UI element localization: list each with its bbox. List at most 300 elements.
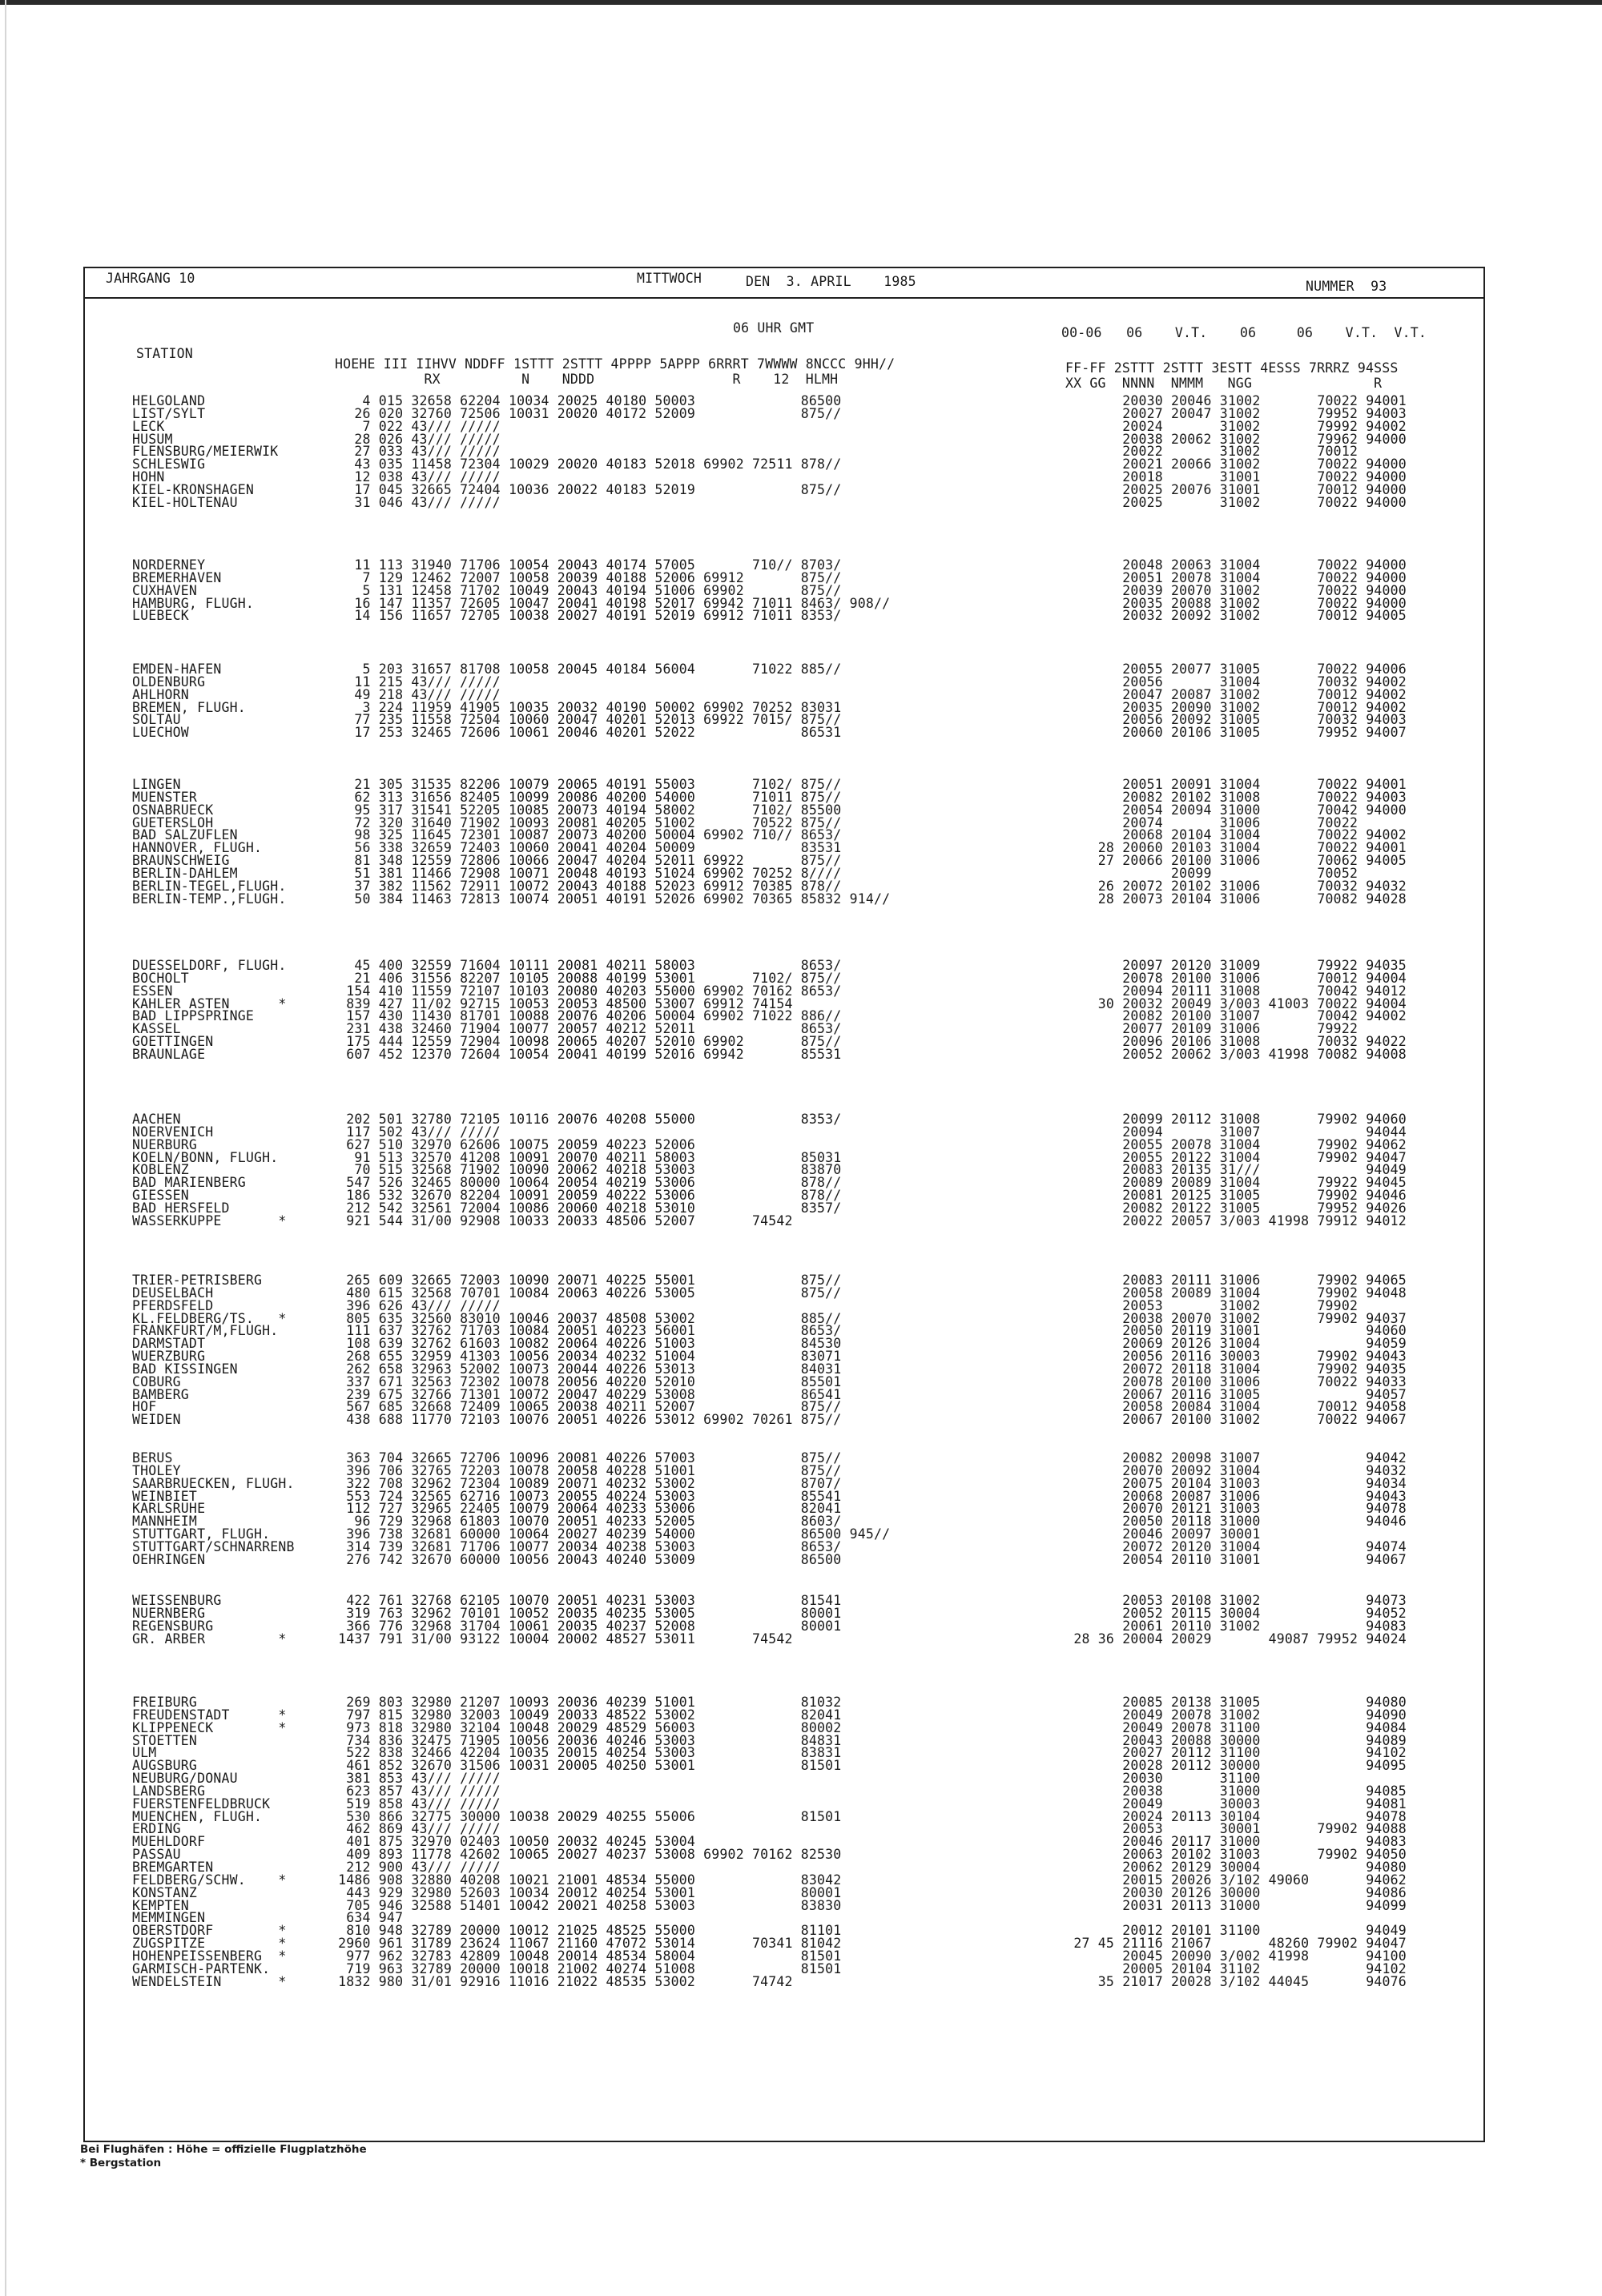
observation-codes: 50 384 11463 72813 10074 20051 40191 52026 69902 70365 85832 914// [330,891,891,907]
observation-codes: 265 609 32665 72003 10090 20071 40225 55001 875// [330,1273,842,1288]
right-group-heading: 00-06 06 V.T. 06 06 V.T. V.T. [1061,325,1427,340]
observation-codes: 212 542 32561 72004 10086 20060 40218 53010 8357/ [330,1200,842,1216]
observation-codes: 268 655 32959 41303 10056 20034 40232 51004 83071 [330,1349,842,1365]
station-name: KEMPTEN [132,1897,189,1913]
extreme-codes: 20054 20094 31000 70042 94000 [1049,802,1407,818]
right-code-heading-line-2: XX GG NNNN NMMM NGG R [1065,376,1383,391]
extreme-codes: 20067 20116 31005 94057 [1049,1386,1407,1402]
extreme-codes: 20067 20100 31002 70022 94067 [1049,1412,1407,1428]
station-name: PASSAU [132,1847,181,1863]
footnotes [80,2143,367,2170]
extreme-codes: 20053 31002 79902 [1049,1297,1358,1313]
observation-codes: 112 727 32965 22405 10079 20064 40233 53006 82041 [330,1501,842,1517]
extreme-codes: 20070 20092 31004 94032 [1049,1462,1407,1478]
extreme-codes: 20072 20118 31004 79902 94035 [1049,1361,1407,1377]
observation-codes: 269 803 32980 21207 10093 20036 40239 51001 81032 [330,1695,842,1710]
station-name: HOHN [132,469,165,485]
weekday-label: MITTWOCH [637,271,702,286]
station-name: AUGSBURG [132,1758,198,1774]
extreme-codes: 20046 20117 31000 94083 [1049,1834,1407,1850]
extreme-codes: 20015 20026 3/102 49060 94062 [1049,1872,1407,1888]
scan-left-edge [5,0,6,2296]
observation-codes: 7 022 43/// ///// [330,418,501,434]
station-name: DUESSELDORF, FLUGH. [132,958,287,973]
group-9-station-column [132,1594,287,1645]
observation-codes: 21 406 31556 82207 10105 20088 40199 53001 7102/ 875// [330,970,842,986]
group-8-data-column [330,1452,890,1566]
observation-codes: 81 348 12559 72806 10066 20047 40204 52011 69922 875// [330,853,842,869]
station-name: OSNABRUECK [132,802,214,818]
observation-codes: 567 685 32668 72409 10065 20038 40211 52007 875// [330,1399,842,1415]
station-name: BAD HERSFELD [132,1200,230,1216]
right-code-heading-line-1: FF-FF 2STTT 2STTT 3ESTT 4ESSS 7RRRZ 94SSS [1065,360,1399,376]
extreme-codes: 20030 20126 30000 94086 [1049,1884,1407,1900]
observation-codes: 422 761 32768 62105 10070 20051 40231 53003 81541 [330,1593,842,1608]
observation-codes: 21 305 31535 82206 10079 20065 40191 55003 7102/ 875// [330,777,842,792]
station-name: KONSTANZ [132,1884,198,1900]
station-name: ERDING [132,1821,181,1837]
extreme-codes: 20050 20118 31000 94046 [1049,1514,1407,1530]
extreme-codes: 20078 20100 31006 70012 94004 [1049,970,1407,986]
observation-codes: 70 515 32568 71902 10090 20062 40218 53003 83870 [330,1162,842,1178]
extreme-codes: 20053 30001 79902 94088 [1049,1821,1407,1837]
station-name: LECK [132,418,165,434]
observation-codes: 462 869 43/// ///// [330,1821,501,1837]
observation-codes: 56 338 32659 72403 10060 20041 40204 50009 83531 [330,840,842,856]
observation-codes: 734 836 32475 71905 10056 20036 40246 53003 84831 [330,1732,842,1748]
station-name: STOETTEN [132,1732,198,1748]
station-name: FLENSBURG/MEIERWIK [132,444,279,460]
station-name: BERLIN-DAHLEM [132,865,238,881]
observation-codes: 212 900 43/// ///// [330,1859,501,1875]
observation-codes: 396 738 32681 60000 10064 20027 40239 54000 86500 945// [330,1526,891,1542]
extreme-codes: 20030 20046 31002 70022 94001 [1049,393,1407,408]
extreme-codes: 20024 20113 30104 94078 [1049,1808,1407,1824]
group-7-station-column [132,1274,287,1426]
extreme-codes: 20035 20090 31002 70012 94002 [1049,699,1407,715]
observation-codes: 154 410 11559 72107 10103 20080 40203 55000 69902 70162 8653/ [330,983,842,999]
group-5-data-column [330,959,841,1061]
group-8-station-column [132,1452,295,1566]
volume-label: JAHRGANG 10 [106,271,195,286]
extreme-codes: 20038 20070 31002 79902 94037 [1049,1310,1407,1326]
observation-codes: 797 815 32980 32003 10049 20033 48522 53002 82041 [330,1707,842,1723]
observation-codes: 396 626 43/// ///// [330,1297,501,1313]
observation-codes: 409 893 11778 42602 10065 20027 40237 53008 69902 70162 82530 [330,1847,842,1863]
station-name: LUECHOW [132,725,189,741]
group-9-right-column [1049,1594,1407,1645]
station-name: ESSEN [132,983,173,999]
group-3-station-column [132,663,246,739]
extreme-codes: 20069 20126 31004 94059 [1049,1336,1407,1352]
station-name: TRIER-PETRISBERG [132,1273,263,1288]
observation-codes: 96 729 32968 61803 10070 20051 40233 52005 8603/ [330,1514,842,1530]
group-2-data-column [330,559,890,622]
extreme-codes: 20058 20084 31004 70012 94058 [1049,1399,1407,1415]
station-name: BRAUNLAGE [132,1046,206,1062]
station-name: NORDERNEY [132,557,206,573]
station-name: CUXHAVEN [132,582,198,598]
observation-codes: 72 320 31640 71902 10093 20081 40205 51002 70522 875// [330,814,842,830]
observation-codes: 461 852 32670 31506 10031 20005 40250 53001 81501 [330,1758,842,1774]
group-10-right-column [1049,1696,1407,1988]
extreme-codes: 27 45 21116 21067 48260 79902 94047 [1049,1936,1407,1952]
station-name: BREMERHAVEN [132,569,222,585]
station-name: NUERNBERG [132,1605,206,1621]
extreme-codes: 28 20073 20104 31006 70082 94028 [1049,891,1407,907]
station-name: WUERZBURG [132,1349,206,1365]
extreme-codes: 20082 20122 31005 79952 94026 [1049,1200,1407,1216]
observation-codes: 634 947 [330,1910,404,1926]
extreme-codes: 20043 20088 30000 94089 [1049,1732,1407,1748]
observation-codes: 175 444 12559 72904 10098 20065 40207 52010 69902 875// [330,1034,842,1050]
station-name: STUTTGART, FLUGH. [132,1526,271,1542]
station-name: GARMISCH-PARTENK. [132,1960,271,1976]
issue-number: NUMMER 93 [1306,279,1387,294]
extreme-codes: 28 36 20004 20029 49087 79952 94024 [1049,1631,1407,1647]
extreme-codes: 20089 20089 31004 79922 94045 [1049,1175,1407,1191]
observation-codes: 363 704 32665 72706 10096 20081 40226 57003 875// [330,1450,842,1466]
station-name: FRANKFURT/M,FLUGH. [132,1323,279,1339]
extreme-codes: 20027 20112 31100 94102 [1049,1745,1407,1761]
observation-codes: 977 962 32783 42809 10048 20014 48534 58004 81501 [330,1948,842,1964]
station-name: BAMBERG [132,1386,189,1402]
extreme-codes: 20022 31002 70012 [1049,444,1358,460]
station-name: BAD MARIENBERG [132,1175,246,1191]
group-6-right-column [1049,1113,1407,1228]
observation-codes: 26 020 32760 72506 10031 20020 40172 52009 875// [330,405,842,421]
extreme-codes: 20035 20088 31002 70022 94000 [1049,595,1407,611]
observation-codes: 77 235 11558 72504 10060 20047 40201 52013 69922 7015/ 875// [330,712,842,728]
extreme-codes: 20031 20113 31000 94099 [1049,1897,1407,1913]
extreme-codes: 20097 20120 31009 79922 94035 [1049,958,1407,973]
station-name: HUSUM [132,431,173,447]
observation-codes: 921 544 31/00 92908 10033 20033 48506 52007 74542 [330,1212,793,1228]
station-name: LIST/SYLT [132,405,206,421]
extreme-codes: 20099 20112 31008 79902 94060 [1049,1112,1407,1127]
extreme-codes: 20049 20078 31100 94084 [1049,1719,1407,1735]
observation-codes: 202 501 32780 72105 10116 20076 40208 55000 8353/ [330,1112,842,1127]
observation-codes: 1832 980 31/01 92916 11016 21022 48535 53002 74742 [330,1973,793,1989]
observation-codes: 186 532 32670 82204 10091 20059 40222 53006 878// [330,1188,842,1204]
station-name: WEISSENBURG [132,1593,222,1608]
header-divider [83,297,1485,299]
extreme-codes: 20056 20092 31005 70032 94003 [1049,712,1407,728]
extreme-codes: 20055 20077 31005 70022 94006 [1049,661,1407,677]
observation-codes: 31 046 43/// ///// [330,494,501,510]
extreme-codes: 27 20066 20100 31006 70062 94005 [1049,853,1407,869]
extreme-codes: 20018 31001 70022 94000 [1049,469,1407,485]
observation-codes: 2960 961 31789 23624 11067 21160 47072 53014 70341 81042 [330,1936,842,1952]
extreme-codes: 20077 20109 31006 79922 [1049,1021,1358,1037]
observation-codes: 337 671 32563 72302 10078 20056 40220 52010 85501 [330,1373,842,1389]
station-name: MUENSTER [132,789,198,805]
station-name: KIEL-KRONSHAGEN [132,481,255,497]
footnote-airport-height: Bei Flughäfen : Höhe = offizielle Flugplatzhöhe [80,2143,367,2156]
observation-codes: 14 156 11657 72705 10038 20027 40191 52019 69912 71011 8353/ [330,608,842,624]
group-3-data-column [330,663,841,739]
station-name: KARLSRUHE [132,1501,206,1517]
extreme-codes: 20030 31100 [1049,1771,1261,1787]
group-2-right-column [1049,559,1407,622]
observation-codes: 519 858 43/// ///// [330,1795,501,1811]
observation-codes: 16 147 11357 72605 10047 20041 40198 52017 69942 71011 8463/ 908// [330,595,891,611]
station-name: MUEHLDORF [132,1834,206,1850]
station-name: ZUGSPITZE * [132,1936,287,1952]
station-name: NEUBURG/DONAU [132,1771,238,1787]
observation-codes: 17 045 32665 72404 10036 20022 40183 52019 875// [330,481,842,497]
station-name: SOLTAU [132,712,181,728]
station-name: NUERBURG [132,1136,198,1152]
observation-codes: 366 776 32968 31704 10061 20035 40237 52008 80001 [330,1618,842,1634]
group-4-right-column [1049,778,1407,905]
station-name: LANDSBERG [132,1783,206,1799]
code-heading-line-1: HOEHE III IIHVV NDDFF 1STTT 2STTT 4PPPP 5APPP 6RRRT 7WWWW 8NCCC 9HH// [335,356,896,372]
station-name: KASSEL [132,1021,181,1037]
extreme-codes: 20047 20087 31002 70012 94002 [1049,686,1407,702]
extreme-codes: 20005 20104 31102 94102 [1049,1960,1407,1976]
observation-codes: 51 381 11466 72908 10071 20048 40193 51024 69902 70252 8//// [330,865,842,881]
station-name: BERLIN-TEMP.,FLUGH. [132,891,287,907]
footnote-mountain-station: * Bergstation [80,2157,162,2169]
station-name: BERUS [132,1450,173,1466]
station-name: BAD SALZUFLEN [132,827,238,843]
observation-codes: 12 038 43/// ///// [330,469,501,485]
extreme-codes: 20081 20125 31005 79902 94046 [1049,1188,1407,1204]
station-name: BRAUNSCHWEIG [132,853,230,869]
observation-codes: 43 035 11458 72304 10029 20020 40183 52018 69902 72511 878// [330,456,842,472]
station-name: GIESSEN [132,1188,189,1204]
observation-codes: 1486 908 32880 40208 10021 21001 48534 55000 83042 [330,1872,842,1888]
group-5-station-column [132,959,287,1061]
station-name: GUETERSLOH [132,814,214,830]
extreme-codes: 20068 20104 31004 70022 94002 [1049,827,1407,843]
observation-codes: 5 203 31657 81708 10058 20045 40184 56004 71022 885// [330,661,842,677]
group-10-data-column [330,1696,841,1988]
observation-codes: 314 739 32681 71706 10077 20034 40238 53003 8653/ [330,1538,842,1554]
station-name: COBURG [132,1373,181,1389]
extreme-codes: 20052 20115 30004 94052 [1049,1605,1407,1621]
station-name: BREMGARTEN [132,1859,214,1875]
extreme-codes: 20068 20087 31006 94043 [1049,1488,1407,1504]
station-name: LINGEN [132,777,181,792]
station-name: GOETTINGEN [132,1034,214,1050]
extreme-codes: 20049 20078 31002 94090 [1049,1707,1407,1723]
extreme-codes: 20027 20047 31002 79952 94003 [1049,405,1407,421]
group-7-data-column [330,1274,841,1426]
group-4-data-column [330,778,890,905]
observation-codes: 530 866 32775 30000 10038 20029 40255 55006 81501 [330,1808,842,1824]
observation-time-heading: 06 UHR GMT [733,320,815,336]
observation-codes: 62 313 31656 82405 10099 20086 40200 54000 71011 875// [330,789,842,805]
extreme-codes: 20045 20090 3/002 41998 94100 [1049,1948,1407,1964]
station-name: MEMMINGEN [132,1910,206,1926]
group-6-data-column [330,1113,841,1228]
station-name: KLIPPENECK * [132,1719,287,1735]
observation-codes: 276 742 32670 60000 10056 20043 40240 53009 86500 [330,1551,842,1567]
extreme-codes: 20046 20097 30001 [1049,1526,1261,1542]
observation-codes: 27 033 43/// ///// [330,444,501,460]
extreme-codes: 20051 20091 31004 70022 94001 [1049,777,1407,792]
station-name: PFERDSFELD [132,1297,214,1313]
observation-codes: 623 857 43/// ///// [330,1783,501,1799]
extreme-codes: 20032 20092 31002 70012 94005 [1049,608,1407,624]
station-name: DEUSELBACH [132,1285,214,1301]
extreme-codes: 20094 20111 31008 70042 94012 [1049,983,1407,999]
extreme-codes: 20039 20070 31002 70022 94000 [1049,582,1407,598]
observation-codes: 553 724 32565 62716 10073 20055 40224 53003 85541 [330,1488,842,1504]
observation-codes: 7 129 12462 72007 10058 20039 40188 52006 69912 875// [330,569,842,585]
station-name: HANNOVER, FLUGH. [132,840,263,856]
observation-codes: 117 502 43/// ///// [330,1124,501,1140]
observation-codes: 401 875 32970 02403 10050 20032 40245 53004 [330,1834,696,1850]
observation-codes: 443 929 32980 52603 10034 20012 40254 53001 80001 [330,1884,842,1900]
extreme-codes: 20056 31004 70032 94002 [1049,674,1407,690]
observation-codes: 231 438 32460 71904 10077 20057 40212 52011 8653/ [330,1021,842,1037]
station-name: KIEL-HOLTENAU [132,494,238,510]
extreme-codes: 20051 20078 31004 70022 94000 [1049,569,1407,585]
observation-codes: 37 382 11562 72911 10072 20043 40188 52023 69912 70385 878// [330,878,842,894]
observation-codes: 239 675 32766 71301 10072 20047 40229 53008 86541 [330,1386,842,1402]
station-name: HOF [132,1399,157,1415]
station-name: GR. ARBER * [132,1631,287,1647]
observation-codes: 381 853 43/// ///// [330,1771,501,1787]
extreme-codes: 20094 31007 94044 [1049,1124,1407,1140]
station-name: AACHEN [132,1112,181,1127]
observation-codes: 98 325 11645 72301 10087 20073 40200 50004 69902 710// 8653/ [330,827,842,843]
observation-codes: 810 948 32789 20000 10012 21025 48525 55000 81101 [330,1923,842,1939]
station-name: SCHLESWIG [132,456,206,472]
extreme-codes: 20050 20119 31001 94060 [1049,1323,1407,1339]
observation-codes: 839 427 11/02 92715 10053 20053 48500 53007 69912 74154 [330,995,793,1011]
station-name: BERLIN-TEGEL,FLUGH. [132,878,287,894]
station-name: BAD KISSINGEN [132,1361,238,1377]
extreme-codes: 20021 20066 31002 70022 94000 [1049,456,1407,472]
date-label: DEN 3. APRIL 1985 [746,274,916,289]
station-name: OEHRINGEN [132,1551,206,1567]
station-name: BOCHOLT [132,970,189,986]
station-name: KOELN/BONN, FLUGH. [132,1149,279,1165]
extreme-codes: 20055 20078 31004 79902 94062 [1049,1136,1407,1152]
group-1-station-column [132,395,278,509]
extreme-codes: 20096 20106 31008 70032 94022 [1049,1034,1407,1050]
station-name: KOBLENZ [132,1162,189,1178]
extreme-codes: 20060 20106 31005 79952 94007 [1049,725,1407,741]
extreme-codes: 20048 20063 31004 70022 94000 [1049,557,1407,573]
scan-top-edge [0,0,1602,5]
extreme-codes: 20063 20102 31003 79902 94050 [1049,1847,1407,1863]
group-10-station-column [132,1696,287,1988]
observation-codes: 547 526 32465 80000 10064 20054 40219 53006 878// [330,1175,842,1191]
station-name: BREMEN, FLUGH. [132,699,246,715]
extreme-codes: 20055 20122 31004 79902 94047 [1049,1149,1407,1165]
station-name: MUENCHEN, FLUGH. [132,1808,263,1824]
observation-codes: 522 838 32466 42204 10035 20015 40254 53003 83831 [330,1745,842,1761]
extreme-codes: 20038 20062 31002 79962 94000 [1049,431,1407,447]
extreme-codes: 20061 20110 31002 94083 [1049,1618,1407,1634]
group-1-data-column [330,395,841,509]
group-9-data-column [330,1594,841,1645]
station-name: WEIDEN [132,1412,181,1428]
extreme-codes: 20082 20100 31007 70042 94002 [1049,1008,1407,1024]
observation-codes: 719 963 32789 20000 10018 21002 40274 51008 81501 [330,1960,842,1976]
extreme-codes: 20049 30003 94081 [1049,1795,1407,1811]
group-8-right-column [1049,1452,1407,1566]
station-name: OBERSTDORF * [132,1923,287,1939]
extreme-codes: 20025 31002 70022 94000 [1049,494,1407,510]
observation-codes: 95 317 31541 52205 10085 20073 40194 58002 7102/ 85500 [330,802,842,818]
station-name: FREIBURG [132,1695,198,1710]
extreme-codes: 35 21017 20028 3/102 44045 94076 [1049,1973,1407,1989]
station-name: FELDBERG/SCHW. * [132,1872,287,1888]
station-name: HELGOLAND [132,393,206,408]
station-name: DARMSTADT [132,1336,206,1352]
station-name: ULM [132,1745,157,1761]
observation-codes: 627 510 32970 62606 10075 20059 40223 52006 [330,1136,696,1152]
extreme-codes: 20082 20102 31008 70022 94003 [1049,789,1407,805]
station-name: LUEBECK [132,608,189,624]
observation-codes: 157 430 11430 81701 10088 20076 40206 50004 69902 71022 886// [330,1008,842,1024]
group-2-station-column [132,559,254,622]
observation-codes: 805 635 32560 83010 10046 20037 48508 53002 885// [330,1310,842,1326]
extreme-codes: 20038 31000 94085 [1049,1783,1407,1799]
extreme-codes: 20054 20110 31001 94067 [1049,1551,1407,1567]
observation-codes: 973 818 32980 32104 10048 20029 48529 56003 80002 [330,1719,842,1735]
group-4-station-column [132,778,287,905]
station-name: WASSERKUPPE * [132,1212,287,1228]
extreme-codes: 20053 20108 31002 94073 [1049,1593,1407,1608]
extreme-codes: 20056 20116 30003 79902 94043 [1049,1349,1407,1365]
station-name: NOERVENICH [132,1124,214,1140]
observation-codes: 262 658 32963 52002 10073 20044 40226 53013 84031 [330,1361,842,1377]
observation-codes: 607 452 12370 72604 10054 20041 40199 52016 69942 85531 [330,1046,842,1062]
observation-codes: 319 763 32962 70101 10052 20035 40235 53005 80001 [330,1605,842,1621]
station-name: THOLEY [132,1462,181,1478]
station-name: FREUDENSTADT * [132,1707,287,1723]
extreme-codes: 20078 20100 31006 70022 94033 [1049,1373,1407,1389]
observation-codes: 11 113 31940 71706 10054 20043 40174 57005 710// 8703/ [330,557,842,573]
observation-codes: 91 513 32570 41208 10091 20070 40211 58003 85031 [330,1149,842,1165]
station-name: STUTTGART/SCHNARRENB [132,1538,295,1554]
extreme-codes: 20072 20120 31004 94074 [1049,1538,1407,1554]
extreme-codes: 20099 70052 [1049,865,1358,881]
extreme-codes: 20062 20129 30004 94080 [1049,1859,1407,1875]
extreme-codes: 20052 20062 3/003 41998 70082 94008 [1049,1046,1407,1062]
extreme-codes: 26 20072 20102 31006 70032 94032 [1049,878,1407,894]
station-name: OLDENBURG [132,674,206,690]
extreme-codes: 20022 20057 3/003 41998 79912 94012 [1049,1212,1407,1228]
observation-codes: 5 131 12458 71702 10049 20043 40194 51006 69902 875// [330,582,842,598]
extreme-codes: 20024 31002 79992 94002 [1049,418,1407,434]
observation-codes: 3 224 11959 41905 10035 20032 40190 50002 69902 70252 83031 [330,699,842,715]
extreme-codes: 20070 20121 31003 94078 [1049,1501,1407,1517]
observation-codes: 111 637 32762 71703 10084 20051 40223 56001 8653/ [330,1323,842,1339]
station-name: KAHLER ASTEN * [132,995,287,1011]
station-name: MANNHEIM [132,1514,198,1530]
extreme-codes: 20083 20135 31/// 94049 [1049,1162,1407,1178]
observation-codes: 28 026 43/// ///// [330,431,501,447]
station-name: SAARBRUECKEN, FLUGH. [132,1475,295,1491]
extreme-codes: 20012 20101 31100 94049 [1049,1923,1407,1939]
extreme-codes: 20083 20111 31006 79902 94065 [1049,1273,1407,1288]
observation-codes: 322 708 32962 72304 10089 20071 40232 53002 8707/ [330,1475,842,1491]
group-6-station-column [132,1113,287,1228]
station-name: EMDEN-HAFEN [132,661,222,677]
observation-codes: 49 218 43/// ///// [330,686,501,702]
extreme-codes: 20082 20098 31007 94042 [1049,1450,1407,1466]
extreme-codes: 20075 20104 31003 94034 [1049,1475,1407,1491]
extreme-codes: 30 20032 20049 3/003 41003 70022 94004 [1049,995,1407,1011]
